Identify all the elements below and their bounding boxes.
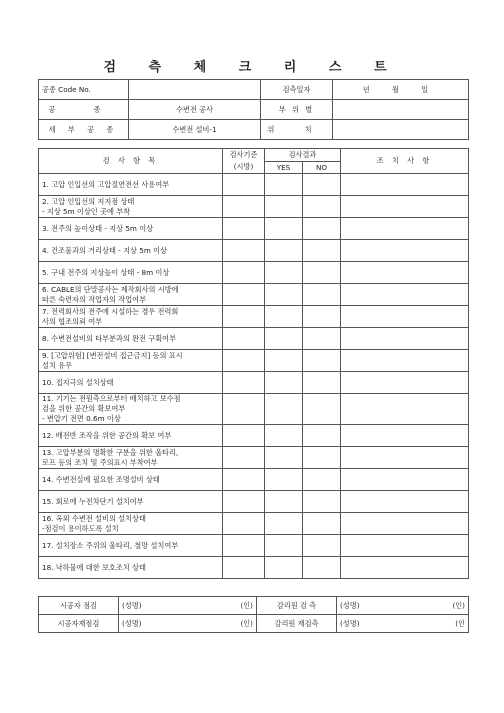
supervisor-check-label: 감리원 검 측	[257, 597, 337, 615]
standard-cell[interactable]	[223, 513, 265, 535]
no-cell[interactable]	[303, 557, 341, 579]
detail-field[interactable]: 수변전 설비-1	[129, 120, 261, 140]
contractor-recheck-label: 시공자재점검	[39, 615, 119, 633]
date-field[interactable]: 년 월 일	[333, 80, 469, 100]
no-cell[interactable]	[303, 350, 341, 372]
standard-cell[interactable]	[223, 557, 265, 579]
sign-name-text: (성명)	[340, 600, 360, 610]
checklist-item: 13. 고압부분의 명확한 구분을 위한 울타리, 로프 등의 조치 및 주의표시 부착여부	[39, 447, 223, 469]
yes-cell[interactable]	[265, 372, 303, 394]
yes-cell[interactable]	[265, 535, 303, 557]
items-header: 검 사 항 목	[39, 149, 223, 174]
table-row	[39, 218, 469, 240]
action-header: 조 치 사 항	[341, 149, 469, 174]
page-title: 검 측 체 크 리 스 트	[103, 60, 401, 75]
seal-text: (인	[455, 618, 465, 628]
detail-label: 세 부 공 종	[39, 120, 129, 140]
action-cell[interactable]	[341, 469, 469, 491]
no-cell[interactable]	[303, 240, 341, 262]
yes-header: YES	[265, 162, 303, 174]
checklist-item: 14. 수변전실에 필요한 조명설비 상태	[39, 469, 223, 491]
no-cell[interactable]	[303, 535, 341, 557]
table-row	[39, 491, 469, 513]
result-header: 검사결과	[265, 149, 341, 162]
standard-cell[interactable]	[223, 174, 265, 196]
standard-cell[interactable]	[223, 218, 265, 240]
position-label: 위 치	[261, 120, 333, 140]
no-cell[interactable]	[303, 196, 341, 218]
action-cell[interactable]	[341, 218, 469, 240]
checklist-item: 17. 설치장소 주위의 울타리, 철망 설치여부	[39, 535, 223, 557]
checklist-item: 5. 구내 전주의 지상높이 상태 - 8m 이상	[39, 262, 223, 284]
standard-cell[interactable]	[223, 425, 265, 447]
no-cell[interactable]	[303, 284, 341, 306]
no-cell[interactable]	[303, 394, 341, 425]
no-cell[interactable]	[303, 447, 341, 469]
standard-cell[interactable]	[223, 535, 265, 557]
date-label: 검측일자	[261, 80, 333, 100]
action-cell[interactable]	[341, 240, 469, 262]
yes-cell[interactable]	[265, 394, 303, 425]
info-table	[38, 79, 469, 140]
supervisor-check-sign[interactable]	[337, 597, 469, 615]
table-row	[39, 535, 469, 557]
checklist-item: 2. 고압 인입선의 지지점 상태 - 지상 5m 이상인 곳에 부착	[39, 196, 223, 218]
yes-cell[interactable]	[265, 174, 303, 196]
action-cell[interactable]	[341, 513, 469, 535]
table-row	[39, 262, 469, 284]
no-cell[interactable]	[303, 218, 341, 240]
no-cell[interactable]	[303, 372, 341, 394]
yes-cell[interactable]	[265, 240, 303, 262]
no-header: NO	[303, 162, 341, 174]
location-field[interactable]	[333, 100, 469, 120]
supervisor-recheck-sign[interactable]	[337, 615, 469, 633]
action-cell[interactable]	[341, 284, 469, 306]
table-row	[39, 372, 469, 394]
table-row	[39, 394, 469, 425]
checklist-item: 3. 전주의 높이상태 - 지상 5m 이상	[39, 218, 223, 240]
no-cell[interactable]	[303, 513, 341, 535]
sign-name-text: (성명)	[122, 600, 142, 610]
checklist-item: 6. CABLE의 단말공사는 제작회사의 시방에 따른 숙련자의 작업자의 작업여부	[39, 284, 223, 306]
standard-cell[interactable]	[223, 328, 265, 350]
checklist-item: 10. 접지극의 설치상태	[39, 372, 223, 394]
yes-cell[interactable]	[265, 513, 303, 535]
yes-cell[interactable]	[265, 557, 303, 579]
action-cell[interactable]	[341, 425, 469, 447]
action-cell[interactable]	[341, 491, 469, 513]
no-cell[interactable]	[303, 328, 341, 350]
table-row	[39, 240, 469, 262]
no-cell[interactable]	[303, 491, 341, 513]
table-row	[39, 425, 469, 447]
standard-cell[interactable]	[223, 262, 265, 284]
standard-cell[interactable]	[223, 196, 265, 218]
yes-cell[interactable]	[265, 425, 303, 447]
action-cell[interactable]	[341, 447, 469, 469]
no-cell[interactable]	[303, 174, 341, 196]
action-cell[interactable]	[341, 328, 469, 350]
table-row	[39, 557, 469, 579]
checklist-item: 11. 기기는 전원측으로부터 배치하고 보수점 검을 위한 공간의 확보여부 - 변압기 전면 0.6m 이상	[39, 394, 223, 425]
sign-name-text: (성명)	[122, 618, 142, 628]
standard-sub-header: (시방)	[223, 162, 265, 174]
yes-cell[interactable]	[265, 469, 303, 491]
contractor-check-sign[interactable]	[119, 597, 257, 615]
table-row	[39, 306, 469, 328]
contractor-recheck-sign[interactable]	[119, 615, 257, 633]
code-field[interactable]	[129, 80, 261, 100]
action-cell[interactable]	[341, 306, 469, 328]
work-field[interactable]: 수변전 공사	[129, 100, 261, 120]
yes-cell[interactable]	[265, 306, 303, 328]
action-cell[interactable]	[341, 394, 469, 425]
checklist-item: 4. 건조물과의 거리상태 - 지상 5m 이상	[39, 240, 223, 262]
standard-cell[interactable]	[223, 306, 265, 328]
yes-cell[interactable]	[265, 447, 303, 469]
seal-text: (인)	[452, 600, 465, 610]
checklist-item: 15. 회로에 누전차단기 설치여부	[39, 491, 223, 513]
yes-cell[interactable]	[265, 196, 303, 218]
supervisor-recheck-label: 감리원 재검측	[257, 615, 337, 633]
table-row	[39, 350, 469, 372]
work-label: 공 종	[39, 100, 129, 120]
yes-cell[interactable]	[265, 284, 303, 306]
table-row	[39, 174, 469, 196]
action-cell[interactable]	[341, 372, 469, 394]
no-cell[interactable]	[303, 306, 341, 328]
checklist-item: 7. 전력회사의 전주에 시설하는 경우 전력회 사의 협조의뢰 여부	[39, 306, 223, 328]
standard-cell[interactable]	[223, 491, 265, 513]
signature-table	[38, 596, 469, 633]
contractor-check-label: 시공자 점검	[39, 597, 119, 615]
standard-cell[interactable]	[223, 372, 265, 394]
table-row	[39, 328, 469, 350]
no-cell[interactable]	[303, 425, 341, 447]
no-cell[interactable]	[303, 469, 341, 491]
standard-cell[interactable]	[223, 394, 265, 425]
action-cell[interactable]	[341, 174, 469, 196]
action-cell[interactable]	[341, 557, 469, 579]
standard-cell[interactable]	[223, 284, 265, 306]
checklist-item: 1. 고압 인입선의 고압절연전선 사용여부	[39, 174, 223, 196]
yes-cell[interactable]	[265, 350, 303, 372]
standard-header: 검사기준	[223, 149, 265, 162]
seal-text: (인)	[240, 618, 253, 628]
sign-name-text: (성명)	[340, 618, 360, 628]
table-row	[39, 284, 469, 306]
checklist-table	[38, 148, 469, 579]
standard-cell[interactable]	[223, 447, 265, 469]
standard-cell[interactable]	[223, 350, 265, 372]
standard-cell[interactable]	[223, 240, 265, 262]
action-cell[interactable]	[341, 196, 469, 218]
position-field[interactable]	[333, 120, 469, 140]
table-row	[39, 447, 469, 469]
checklist-item: 18. 낙하물에 대한 보호조치 상태	[39, 557, 223, 579]
location-label: 부 위 별	[261, 100, 333, 120]
table-row	[39, 469, 469, 491]
checklist-item: 12. 배전반 조작을 위한 공간의 확보 여부	[39, 425, 223, 447]
code-label: 공종 Code No.	[39, 80, 129, 100]
action-cell[interactable]	[341, 535, 469, 557]
table-row	[39, 196, 469, 218]
seal-text: (인)	[240, 600, 253, 610]
table-row	[39, 513, 469, 535]
yes-cell[interactable]	[265, 262, 303, 284]
yes-cell[interactable]	[265, 491, 303, 513]
yes-cell[interactable]	[265, 328, 303, 350]
action-cell[interactable]	[341, 262, 469, 284]
checklist-item: 9. [고압위험] [변전설비 접근금지] 등의 표시 설치 유무	[39, 350, 223, 372]
no-cell[interactable]	[303, 262, 341, 284]
standard-cell[interactable]	[223, 469, 265, 491]
yes-cell[interactable]	[265, 218, 303, 240]
checklist-item: 16. 옥외 수변전 설비의 설치상태 -점검이 용이하도록 설치	[39, 513, 223, 535]
checklist-item: 8. 수변전설비의 타부분과의 완전 구획여부	[39, 328, 223, 350]
action-cell[interactable]	[341, 350, 469, 372]
